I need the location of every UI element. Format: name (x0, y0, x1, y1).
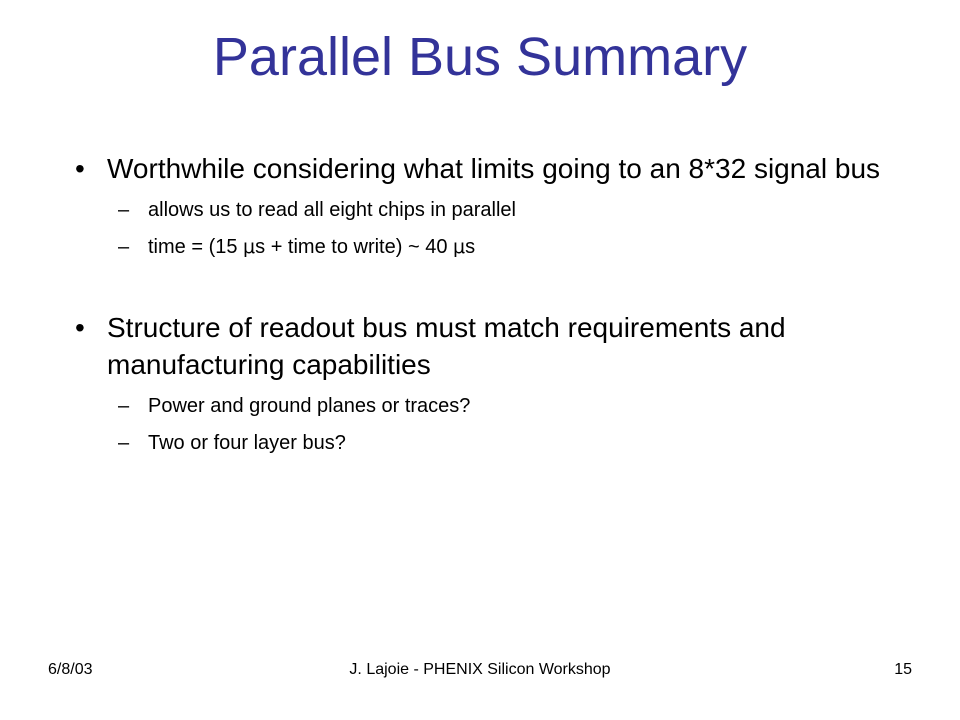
sub-bullet-text: Power and ground planes or traces? (148, 395, 471, 417)
sub-bullet-item (72, 430, 888, 456)
sub-bullet-item (72, 234, 888, 260)
dash-marker: – (118, 395, 130, 417)
slide-title: Parallel Bus Summary (212, 27, 748, 87)
sub-bullet-text: Two or four layer bus? (148, 432, 346, 454)
slide-content (72, 150, 888, 467)
mu-symbol: μ (453, 236, 466, 258)
bullet-item (72, 150, 888, 187)
bullet-marker: • (75, 312, 85, 343)
bullet-item (72, 309, 888, 383)
footer-date: 6/8/03 (48, 661, 93, 678)
dash-marker: – (118, 432, 130, 454)
bullet-text: Structure of readout bus must match requirements and manufacturing capabilities (107, 312, 786, 380)
spacer (72, 271, 888, 309)
page-number: 15 (894, 661, 912, 678)
bullet-text: Worthwhile considering what limits going to an 8*32 signal bus (107, 153, 881, 184)
sub-bullet-text-part: s + time to write) ~ 40 (255, 236, 453, 258)
sub-bullet-text-part: time = (15 (148, 236, 244, 258)
sub-bullet-text: allows us to read all eight chips in parallel (148, 199, 516, 221)
footer-title: J. Lajoie - PHENIX Silicon Workshop (349, 661, 611, 678)
sub-bullet-text-part: s (465, 236, 476, 258)
bullet-marker: • (75, 153, 85, 184)
mu-symbol: μ (243, 236, 256, 258)
dash-marker: – (118, 199, 130, 221)
sub-bullet-item (72, 393, 888, 419)
dash-marker: – (118, 236, 130, 258)
sub-bullet-item (72, 197, 888, 223)
